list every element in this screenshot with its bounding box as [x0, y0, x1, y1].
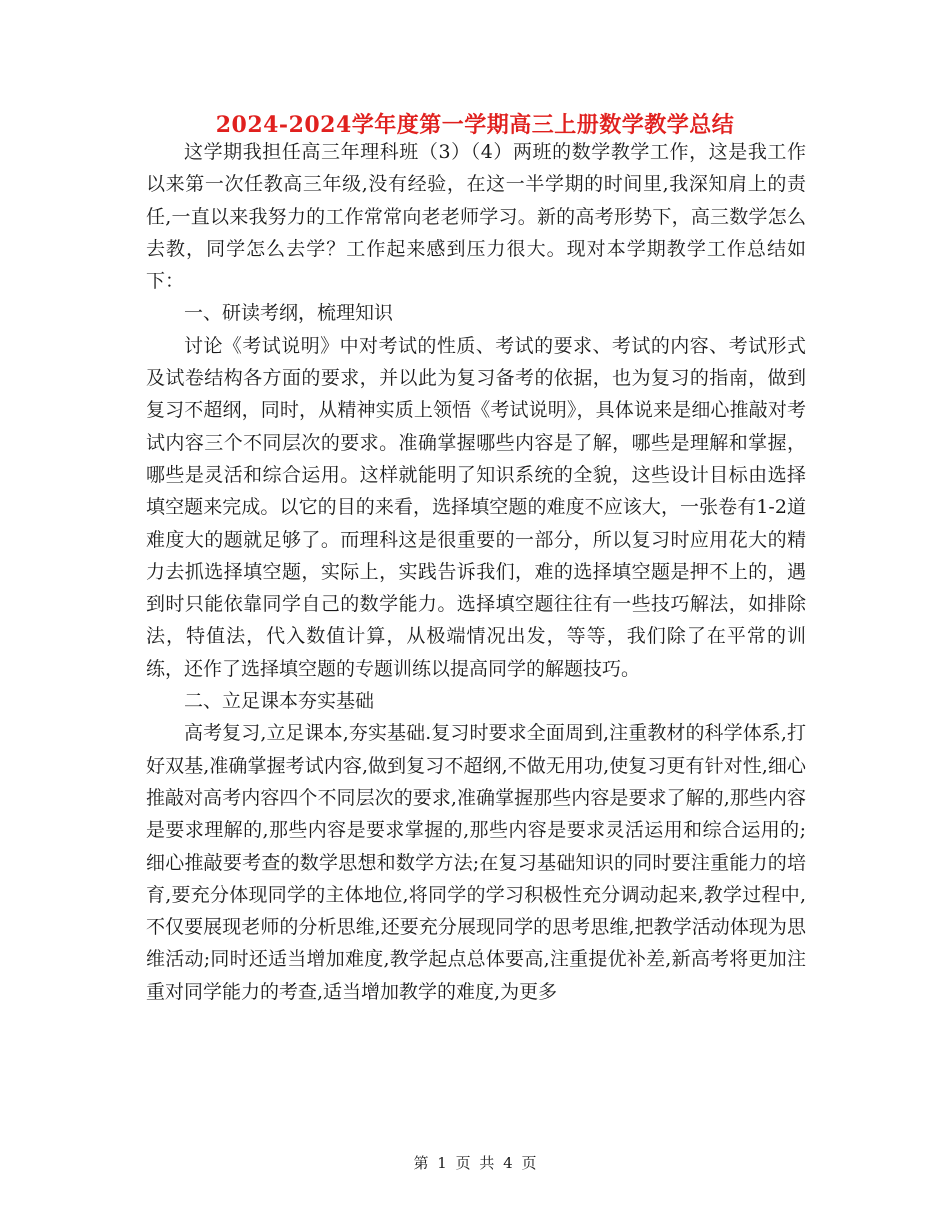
page-footer: 第 1 页 共 4 页 [413, 1154, 537, 1172]
intro-paragraph: 这学期我担任高三年理科班（3）（4）两班的数学教学工作，这是我工作以来第一次任教高三年级,没有经验，在这一半学期的时间里,我深知肩上的责任,一直以来我努力的工作常常向老老师学习。新的高考形势下，高三数学怎么去教，同学怎么去学？工作起来感到压力很大。现对本学期教学工作总结如下： [146, 141, 806, 293]
document-body [146, 136, 806, 1008]
section-2-paragraph: 高考复习,立足课本,夯实基础.复习时要求全面周到,注重教材的科学体系,打好双基,准确掌握考试内容,做到复习不超纲,不做无用功,使复习更有针对性,细心推敲对高考内容四个不同层次的要求,准确掌握那些内容是要求了解的,那些内容是要求理解的,那些内容是要求掌握的,那些内容是要求灵活运用和综合运用的;细心推敲要考查的数学思想和数学方法;在复习基础知识的同时要注重能力的培育,要充分体现同学的主体地位,将同学的学习积极性充分调动起来,教学过程中,不仅要展现老师的分析思维,还要充分展现同学的思考思维,把教学活动体现为思维活动;同时还适当增加难度,教学起点总体要高,注重提优补差,新高考将更加注重对同学能力的考查,适当增加教学的难度,为更多 [146, 722, 806, 1003]
document-title: 2024-2024学年度第一学期高三上册数学教学总结 [215, 112, 735, 138]
section-heading-2: 二、立足课本夯实基础 [184, 690, 375, 713]
section-1-paragraph: 讨论《考试说明》中对考试的性质、考试的要求、考试的内容、考试形式及试卷结构各方面的要求，并以此为复习备考的依据，也为复习的指南，做到复习不超纲，同时，从精神实质上领悟《考试说明》，具体说来是细心推敲对考试内容三个不同层次的要求。准确掌握哪些内容是了解，哪些是理解和掌握，哪些是灵活和综合运用。这样就能明了知识系统的全貌，这些设计目标由选择填空题来完成。以它的目的来看，选择填空题的难度不应该大，一张卷有1-2道难度大的题就足够了。而理科这是很重要的一部分，所以复习时应用花大的精力去抓选择填空题，实际上，实践告诉我们，难的选择填空题是押不上的，遇到时只能依靠同学自己的数学能力。选择填空题往往有一些技巧解法，如排除法，特值法，代入数值计算，从极端情况出发，等等，我们除了在平常的训练，还作了选择填空题的专题训练以提高同学的解题技巧。 [146, 334, 806, 680]
section-heading-1: 一、研读考纲，梳理知识 [184, 302, 394, 325]
